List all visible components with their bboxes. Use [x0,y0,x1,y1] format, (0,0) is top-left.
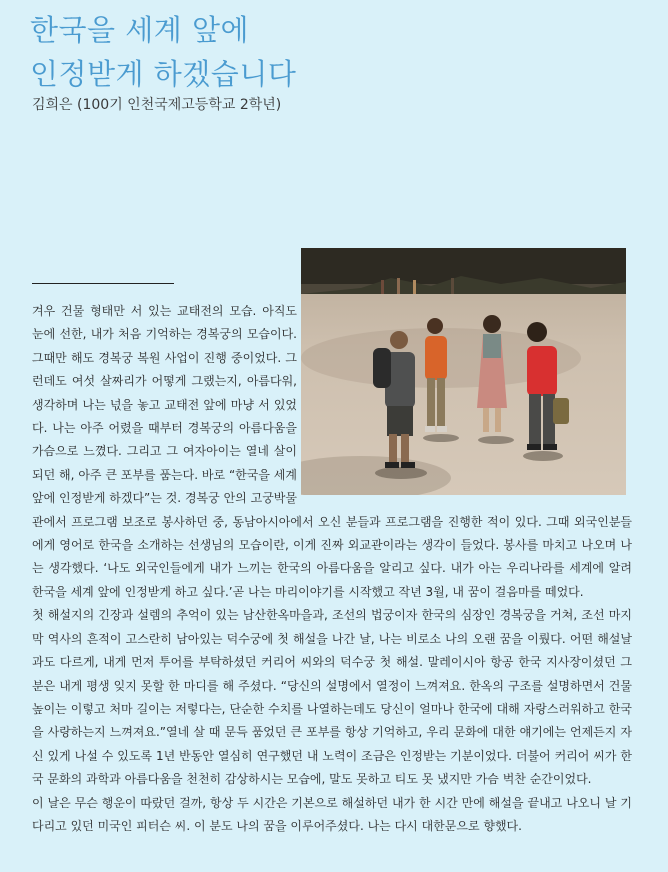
body-paragraph-2: 첫 해설지의 긴장과 설렘의 추억이 있는 남산한옥마을과, 조선의 법궁이자 한국의 심장인 경복궁을 거쳐, 조선 마지막 역사의 흔적이 고스란히 남아있는 덕수궁에 첫 해설을 나간 날, 나는 비로소 나의 오랜 꿈을 이뤘다. 어떤 해설날과도 다르게, 내게 먼저 투어를 부탁하셨던 커리어 씨와의 덕수궁 첫 해설. 말레이시아 항공 한국 지사장이셨던 그 분은 내게 평생 잊지 못할 한 마디를 해 주셨다. “당신의 설명에서 열정이 느껴져요. 한옥의 구조를 설명하면서 건물 높이는 이렇고 처마 길이는 저렇다는, 단순한 수치를 나열하는데도 당신이 얼마나 한국에 대해 자랑스러워하고 한국을 사랑하는지 느껴져요.”열네 살 때 문득 품었던 큰 포부를 항상 기억하고, 우리 문화에 대한 얘기에는 언제든지 자신 있게 나설 수 있도록 1년 반동안 열심히 연구했던 내 노력이 조금은 인정받는 기분이었다. 더불어 커리어 씨가 한국 문화의 과학과 아름다움을 천천히 감상하시는 모습에, 말도 못하고 티도 못 냈지만 가슴 벅찬 순간이었다. [32,608,632,787]
photo-wrap-space [297,300,632,499]
article-author: 김희은 (100기 인천국제고등학교 2학년) [32,97,282,113]
article-title-line-2: 인정받게 하겠습니다 [30,57,297,91]
article-title-line-1: 한국을 세계 앞에 [30,13,250,47]
section-divider [32,283,174,284]
body-paragraph-3: 이 날은 무슨 행운이 따랐던 걸까, 항상 두 시간은 기본으로 해설하던 내가 한 시간 만에 해설을 끝내고 나오니 날 기다리고 있던 미국인 피터슨 씨. 이 분도 나의 꿈을 이루어주셨다. 나는 다시 대한문으로 향했다. [32,795,632,833]
article-title [30,8,296,96]
article-body [32,300,632,838]
body-paragraph-1: 겨우 건물 형태만 서 있는 교태전의 모습. 아직도 눈에 선한, 내가 처음 기억하는 경복궁의 모습이다. 그때만 해도 경복궁 복원 사업이 진행 중이었다. 그런데도 여섯 살짜리가 어떻게 그랬는지, 아름다워, 생각하며 나는 넋을 놓고 교태전 앞에 마냥 서 있었다. 나는 아주 어렸을 때부터 경복궁의 아름다움을 가슴으로 느꼈다. 그리고 그 여자아이는 열네 살이 되던 해, 아주 큰 포부를 품는다. 바로 “한국을 세계 앞에 인정받게 하겠다”는 것. 경복궁 안의 고궁박물관에서 프로그램 보조로 봉사하던 중, 동남아시아에서 오신 분들과 프로그램을 진행한 적이 있다. 그때 외국인분들에게 영어로 한국을 소개하는 선생님의 모습이란, 이게 진짜 외교관이라는 생각이 들었다. 봉사를 마치고 나오며 나는 생각했다. ‘나도 외국인들에게 내가 느끼는 한국의 아름다움을 알리고 싶다. 내가 아는 우리나라를 세계에 알려 한국을 세계 앞에 인정받게 하고 싶다.’곧 나는 마리이야기를 시작했고 작년 3월, 내 꿈이 걸음마를 떼었다. [32,304,632,599]
